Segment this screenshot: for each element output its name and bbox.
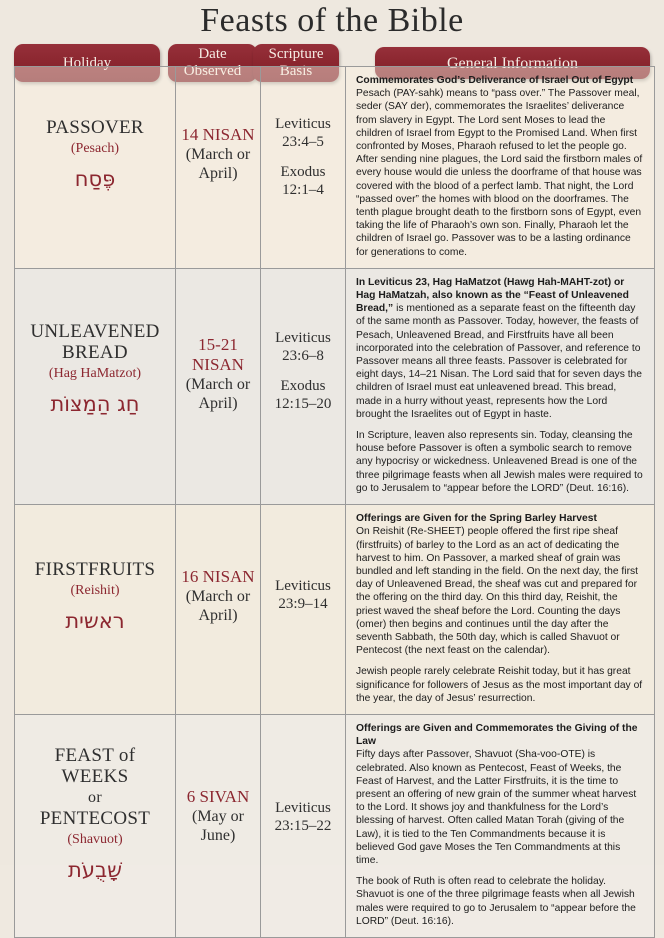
holiday-hebrew: פֶּסַח xyxy=(74,167,116,191)
info-paragraph: Pesach (PAY-sahk) means to “pass over.” The Passover meal, seder (SAY der), commemorates the Israelites’ deliverance from slavery in Egypt. The Lord sent Moses to lead the children of Israel from Egypt to the Promised Land. When first confronted by Moses, Pharaoh refused to let the people go. After sending nine plagues, the Lord said the firstborn males of every house would die unless the doorframe of that house was covered with the blood of a perfect lamb. That night, the Lord “passed over” the homes with blood on the doorframes. The tenth plague brought death to the firstborn sons of Egypt, even taking the life of Pharaoh’s own son. Finally, Pharaoh let the children of Israel go. Passover was to be a lasting ordinance for generations to come. xyxy=(356,88,643,258)
date-sub-line1: (March or xyxy=(185,146,251,163)
info-heading: Offerings are Given and Commemorates the Giving of the Law xyxy=(356,722,638,748)
holiday-name-line4: PENTECOST xyxy=(39,807,151,829)
holiday-name-line2: BREAD xyxy=(62,341,128,363)
table-row xyxy=(15,714,655,937)
info-paragraph: is mentioned as a separate feast on the fifteenth day of the same month as Passover. Today, however, the feasts of Pesach, Unleavened Bread, and Firstfruits have all been incorporated into the celebration of Passover, and reference to Passover means all three feasts. Passover is celebrated for eight days, 14–21 Nisan. The Lord said that for seven days the children of Israel must eat unleavened bread. This bread, made in a hurry without yeast, represents how the Lord brought the Israelites out of Egypt in haste. xyxy=(356,303,643,420)
cell-general-information xyxy=(346,268,655,504)
scripture-ref-1-verse: 23:6–8 xyxy=(282,347,324,364)
info-paragraph: On Reishit (Re-SHEET) people offered the first ripe sheaf (firstfruits) of barley to the Lord as an act of dedicating the harvest to him. On Passover, a marked sheaf of grain was bundled and left standing in the field. On the next day, the first day of Unleavened Bread, the sheaf was cut and prepared for the offering on the third day. On this third day, Reishit, the priest waved the sheaf before the Lord. Counting the days (omer) then begins and continues until the day after the seventh Sabbath, the 50th day, which is called Shavuot or Pentecost (the next feast on the calendar). xyxy=(356,526,639,657)
holiday-transliteration: (Pesach) xyxy=(70,141,120,156)
scripture-ref-1-verse: 23:9–14 xyxy=(278,596,328,613)
date-main-line1: 15-21 xyxy=(198,334,238,354)
holiday-hebrew: חַג הַמַצּוֹת xyxy=(50,391,140,416)
cell-scripture-basis xyxy=(261,714,346,937)
cell-holiday xyxy=(15,714,176,937)
scripture-ref-2-book: Exodus xyxy=(280,377,326,394)
holiday-name: FIRSTFRUITS xyxy=(34,559,156,581)
cell-general-information xyxy=(346,67,655,269)
cell-date-observed xyxy=(176,714,261,937)
cell-date-observed xyxy=(176,268,261,504)
cell-general-information xyxy=(346,714,655,937)
cell-holiday xyxy=(15,505,176,715)
cell-general-information xyxy=(346,505,655,715)
date-sub-line2: April) xyxy=(198,607,238,625)
date-main: 16 NISAN xyxy=(181,567,255,587)
date-sub-line2: April) xyxy=(198,394,238,412)
table-row xyxy=(15,268,655,504)
scripture-ref-1-book: Leviticus xyxy=(275,116,331,132)
column-header-holiday-label: Holiday xyxy=(62,54,112,71)
date-main: 14 NISAN xyxy=(181,125,255,144)
scripture-ref-1-verse: 23:15–22 xyxy=(274,817,332,834)
scripture-ref-1-book: Leviticus xyxy=(275,578,331,595)
scripture-ref-2-verse: 12:15–20 xyxy=(274,395,332,412)
info-paragraph: Jewish people rarely celebrate Reishit today, but it has great significance for followers of Jesus as the most important day of the year, the day of Jesus’ resurrection. xyxy=(356,666,643,704)
cell-scripture-basis xyxy=(261,505,346,715)
date-sub-line2: June) xyxy=(200,826,236,844)
info-heading: In Leviticus 23, Hag HaMatzot (Hawg Hah-MAHT-zot) or Hag HaMatzah, also known as the “Feast of Unleavened Bread,” xyxy=(356,276,629,315)
table-row xyxy=(15,67,655,269)
holiday-transliteration: (Hag HaMatzot) xyxy=(48,365,142,381)
column-header-general-information-label: General Information xyxy=(446,54,579,72)
holiday-name-line1: UNLEAVENED xyxy=(30,320,160,342)
date-sub-line2: April) xyxy=(198,165,238,182)
feasts-table xyxy=(14,66,655,938)
holiday-name: PASSOVER xyxy=(46,117,144,138)
holiday-hebrew: שָׁבֻעֹת xyxy=(68,857,122,882)
holiday-transliteration: (Reishit) xyxy=(70,583,120,599)
column-header-scripture-line1: Scripture xyxy=(268,46,324,62)
table-row xyxy=(15,505,655,715)
cell-scripture-basis xyxy=(261,268,346,504)
date-sub-line1: (March or xyxy=(185,375,251,393)
cell-date-observed xyxy=(176,505,261,715)
scripture-ref-1-book: Leviticus xyxy=(275,799,331,816)
holiday-hebrew: ראשית xyxy=(65,609,125,634)
column-header-date-line1: Date xyxy=(198,46,227,62)
holiday-name-line2: WEEKS xyxy=(61,765,129,787)
date-main: 6 SIVAN xyxy=(186,786,250,806)
scripture-ref-2-book: Exodus xyxy=(280,164,326,180)
date-sub-line1: (March or xyxy=(185,588,251,606)
cell-date-observed xyxy=(176,67,261,269)
scripture-ref-1-verse: 23:4–5 xyxy=(282,134,324,150)
page-title: Feasts of the Bible xyxy=(200,2,464,39)
date-sub-line1: (May or xyxy=(192,807,244,825)
holiday-name-line1: FEAST of xyxy=(54,744,136,766)
holiday-name-line3: or xyxy=(88,788,102,806)
date-main-line2: NISAN xyxy=(192,354,244,374)
info-paragraph: Fifty days after Passover, Shavuot (Sha-voo-OTE) is celebrated. Also known as Pentecost, Feast of Weeks, the Feast of Harvest, and the Latter Firstfruits, it is the time to present an offering of new grain of the summer wheat harvest to the Lord. It shows joy and thankfulness for the Lord’s blessing of harvest. Often called Matan Torah (giving of the Law), it is tied to the Ten Commandments because it is believed God gave Moses the Ten Commandments at this time. xyxy=(356,749,637,866)
cell-holiday xyxy=(15,67,176,269)
info-paragraph: The book of Ruth is often read to celebrate the holiday. Shavuot is one of the three pilgrimage feasts when all Jewish males were required to go to Jerusalem to “appear before the LORD” (Deut. 16:16). xyxy=(356,876,636,927)
cell-scripture-basis xyxy=(261,67,346,269)
column-header-date-line2: Observed xyxy=(183,63,242,79)
column-header-scripture-line2: Basis xyxy=(279,63,313,79)
holiday-transliteration: (Shavuot) xyxy=(67,831,123,847)
info-heading: Offerings are Given for the Spring Barley Harvest xyxy=(356,513,597,525)
scripture-ref-2-verse: 12:1–4 xyxy=(282,182,324,198)
info-heading: Commemorates God’s Deliverance of Israel Out of Egypt xyxy=(356,75,634,86)
info-paragraph: In Scripture, leaven also represents sin. Today, cleansing the house before Passover is often a symbolic search to remove any hypocrisy or wickedness. Unleavened Bread is one of the three pilgrimage feasts when all Jewish males were required to go to Jerusalem to “appear before the LORD” (Deut. 16:16). xyxy=(356,430,643,494)
scripture-ref-1-book: Leviticus xyxy=(275,329,331,346)
cell-holiday xyxy=(15,268,176,504)
